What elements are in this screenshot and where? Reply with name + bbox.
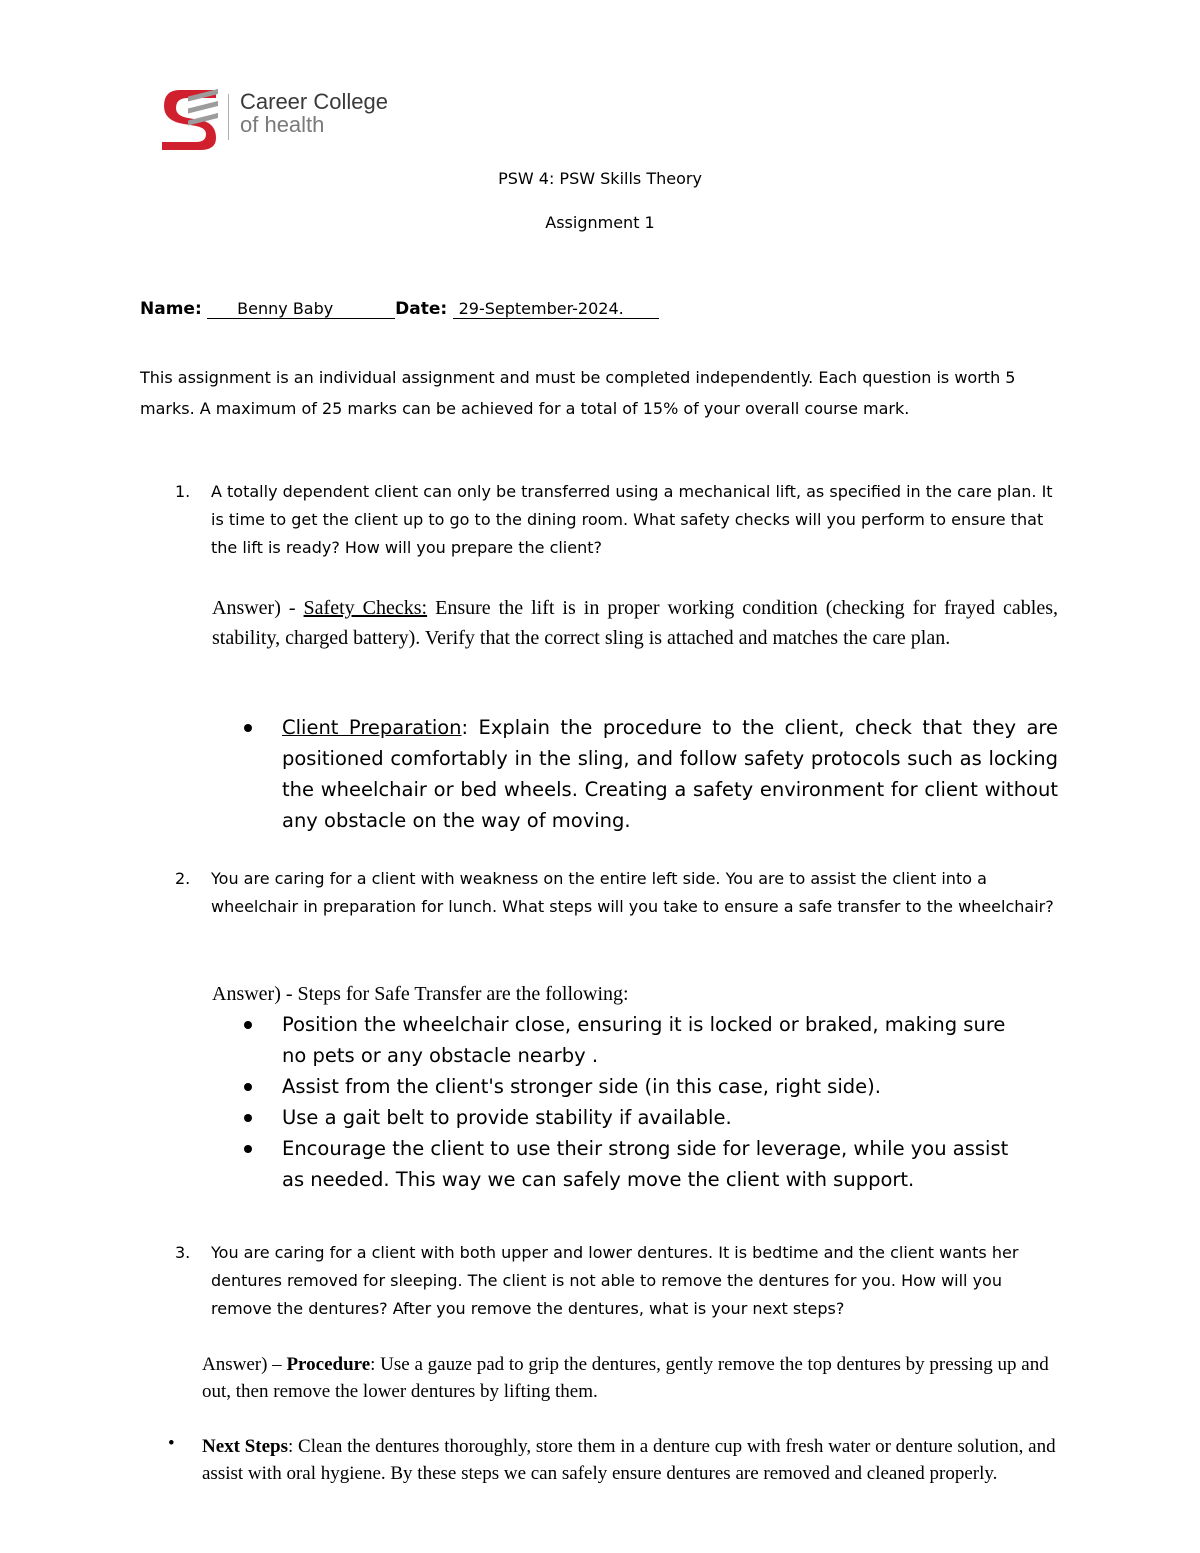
bullet-dot-icon [244,1145,252,1153]
bullet-dot-icon [244,724,252,732]
answer-2-bullet [240,1071,1030,1102]
answer-3-heading: Procedure [286,1354,371,1375]
bullet-dot-icon: • [168,1433,175,1454]
bullet-dot-icon [244,1114,252,1122]
question-3-text: You are caring for a client with both upper and lower dentures. It is bedtime and the client wants her dentures removed for sleeping. The client is not able to remove the dentures for you. How will you remove the dentures? After you remove the dentures, what is your next steps? [211,1243,1019,1318]
bullet-dot-icon [244,1083,252,1091]
answer-2-bullet-list [240,1009,1030,1195]
course-title: PSW 4: PSW Skills Theory [498,169,702,188]
name-field [207,299,395,319]
logo-wordmark [240,90,388,136]
answer-1-body: Ensure the lift is in proper working condition (checking for frayed cables, stability, charged battery). Verify that the correct sling is attached and matches the care plan. [212,597,1058,649]
answer-2-bullet [240,1009,1030,1071]
answer-2-bullet [240,1102,1030,1133]
question-1-text: A totally dependent client can only be transferred using a mechanical lift, as specified in the care plan. It is time to get the client up to go to the dining room. What safety checks will you perform to ensure that the lift is ready? How will you prepare the client? [211,482,1053,557]
answer-3-prefix: Answer) – [202,1354,287,1375]
answer-1-heading: Safety Checks: [303,597,428,619]
assignment-title: Assignment 1 [545,213,655,232]
answer-3-body: : Use a gauze pad to grip the dentures, gently remove the top dentures by pressing up and out, then remove the lower dentures by lifting them. [202,1354,1049,1402]
logo-divider [228,94,229,140]
date-value: 29-September-2024. [458,299,624,318]
answer-1-bullet-list [240,712,1058,836]
answer-1-bullet-body: : Explain the procedure to the client, check that they are positioned comfortably in the sling, and follow safety protocols such as locking the wheelchair or bed wheels. Creating a safety environment for client without any obstacle on the way of moving. [282,716,1058,832]
date-field [453,299,659,319]
logo-line-2: of health [240,112,325,138]
question-1-number: 1. [175,482,191,501]
answer-3-bullet-heading: Next Steps [202,1436,289,1457]
answer-2-bullet-text: Encourage the client to use their strong side for leverage, while you assist as needed. This way we can safely move the client with support. [282,1137,1009,1191]
answer-3-next-steps [202,1433,1072,1487]
question-2-number: 2. [175,869,191,888]
answer-2-bullet-text: Use a gait belt to provide stability if available. [282,1106,732,1129]
bullet-dot-icon [244,1021,252,1029]
answer-3-procedure [202,1351,1072,1405]
answer-1-bullet-heading: Client Preparation [282,716,462,739]
answer-1-prefix: Answer) - [212,597,304,619]
answer-3-bullet-body: : Clean the dentures thoroughly, store them in a denture cup with fresh water or denture solution, and assist with oral hygiene. By these steps we can safely ensure dentures are removed and cleaned properly. [202,1436,1056,1484]
name-value: Benny Baby [237,299,334,318]
date-label: Date: [395,299,448,319]
college-logo-mark [158,86,220,154]
answer-2-bullet [240,1133,1030,1195]
answer-1-safety-checks [212,593,1058,653]
college-logo [158,86,398,154]
question-3-number: 3. [175,1243,191,1262]
student-info-row [140,299,659,319]
answer-1-bullet [240,712,1058,836]
question-2-text: You are caring for a client with weakness on the entire left side. You are to assist the client into a wheelchair in preparation for lunch. What steps will you take to ensure a safe transfer to the wheelchair? [211,869,1054,916]
assignment-instructions: This assignment is an individual assignment and must be completed independently. Each question is worth 5 marks. A maximum of 25 marks can be achieved for a total of 15% of your overall course mark. [140,368,1016,418]
answer-2-bullet-text: Assist from the client's stronger side (in this case, right side). [282,1075,881,1098]
answer-2-intro: Answer) - Steps for Safe Transfer are the following: [212,983,629,1005]
logo-line-1: Career College [240,89,388,114]
answer-2-bullet-text: Position the wheelchair close, ensuring it is locked or braked, making sure no pets or any obstacle nearby . [282,1013,1006,1067]
name-label: Name: [140,299,202,319]
